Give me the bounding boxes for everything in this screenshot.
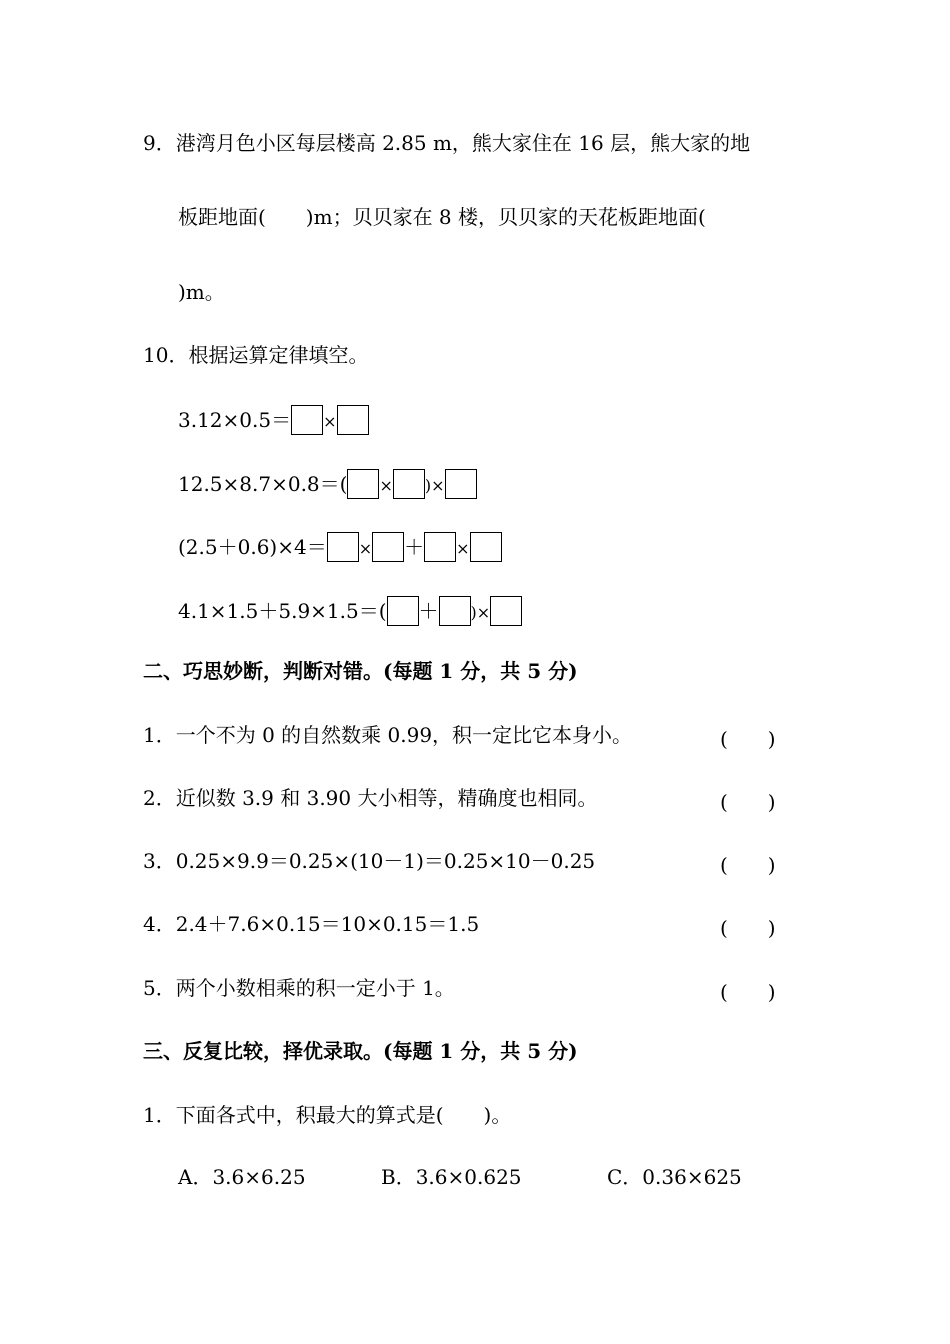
times-sign: × (456, 539, 470, 558)
q9-line3: )m。 (178, 280, 225, 304)
q10-equation-3 (178, 532, 502, 562)
judge-answer-paren[interactable]: ( ) (720, 916, 776, 940)
answer-box[interactable] (291, 405, 323, 435)
times-sign: × (358, 539, 373, 558)
q10-title: 10．根据运算定律填空。 (143, 343, 369, 367)
q9-line2: 板距地面( )m；贝贝家在 8 楼，贝贝家的天花板距地面( (178, 205, 706, 229)
section2-heading: 二、巧思妙断，判断对错。(每题 1 分，共 5 分) (143, 659, 578, 683)
answer-box[interactable] (393, 469, 425, 499)
option-b[interactable]: B．3.6×0.625 (381, 1165, 522, 1189)
judge-item-3: 3．0.25×9.9＝0.25×(10－1)＝0.25×10－0.25 (143, 849, 596, 873)
plus-sign: ＋ (418, 599, 439, 623)
equation-lhs: 12.5×8.7×0.8＝( (178, 472, 348, 496)
answer-box[interactable] (490, 596, 522, 626)
answer-box[interactable] (347, 469, 379, 499)
times-sign: × (379, 476, 393, 495)
option-c[interactable]: C．0.36×625 (607, 1165, 742, 1189)
judge-item-5: 5．两个小数相乘的积一定小于 1。 (143, 976, 455, 1000)
close-paren-times: )× (470, 603, 491, 622)
q10-equation-1 (178, 405, 369, 435)
equation-lhs: 3.12×0.5＝ (178, 408, 292, 432)
q10-equation-4 (178, 596, 522, 626)
equation-lhs: 4.1×1.5＋5.9×1.5＝( (178, 599, 387, 623)
close-paren-times: )× (424, 476, 445, 495)
choice-question-1: 1．下面各式中，积最大的算式是( )。 (143, 1103, 512, 1127)
answer-box[interactable] (470, 532, 502, 562)
option-a[interactable]: A．3.6×6.25 (178, 1165, 306, 1189)
judge-item-1: 1．一个不为 0 的自然数乘 0.99，积一定比它本身小。 (143, 723, 633, 747)
answer-box[interactable] (439, 596, 471, 626)
answer-box[interactable] (327, 532, 359, 562)
judge-answer-paren[interactable]: ( ) (720, 790, 776, 814)
judge-answer-paren[interactable]: ( ) (720, 853, 776, 877)
answer-box[interactable] (337, 405, 369, 435)
answer-box[interactable] (387, 596, 419, 626)
answer-box[interactable] (372, 532, 404, 562)
judge-answer-paren[interactable]: ( ) (720, 727, 776, 751)
equation-lhs: (2.5＋0.6)×4＝ (178, 535, 327, 559)
judge-item-4: 4．2.4＋7.6×0.15＝10×0.15＝1.5 (143, 912, 480, 936)
judge-answer-paren[interactable]: ( ) (720, 980, 776, 1004)
plus-sign: ＋ (404, 535, 425, 559)
section3-heading: 三、反复比较，择优录取。(每题 1 分，共 5 分) (143, 1039, 578, 1063)
q10-equation-2 (178, 469, 477, 499)
answer-box[interactable] (424, 532, 456, 562)
answer-box[interactable] (445, 469, 477, 499)
q9-line1: 9．港湾月色小区每层楼高 2.85 m，熊大家住在 16 层，熊大家的地 (143, 131, 751, 155)
judge-item-2: 2．近似数 3.9 和 3.90 大小相等，精确度也相同。 (143, 786, 598, 810)
times-sign: × (323, 412, 337, 431)
